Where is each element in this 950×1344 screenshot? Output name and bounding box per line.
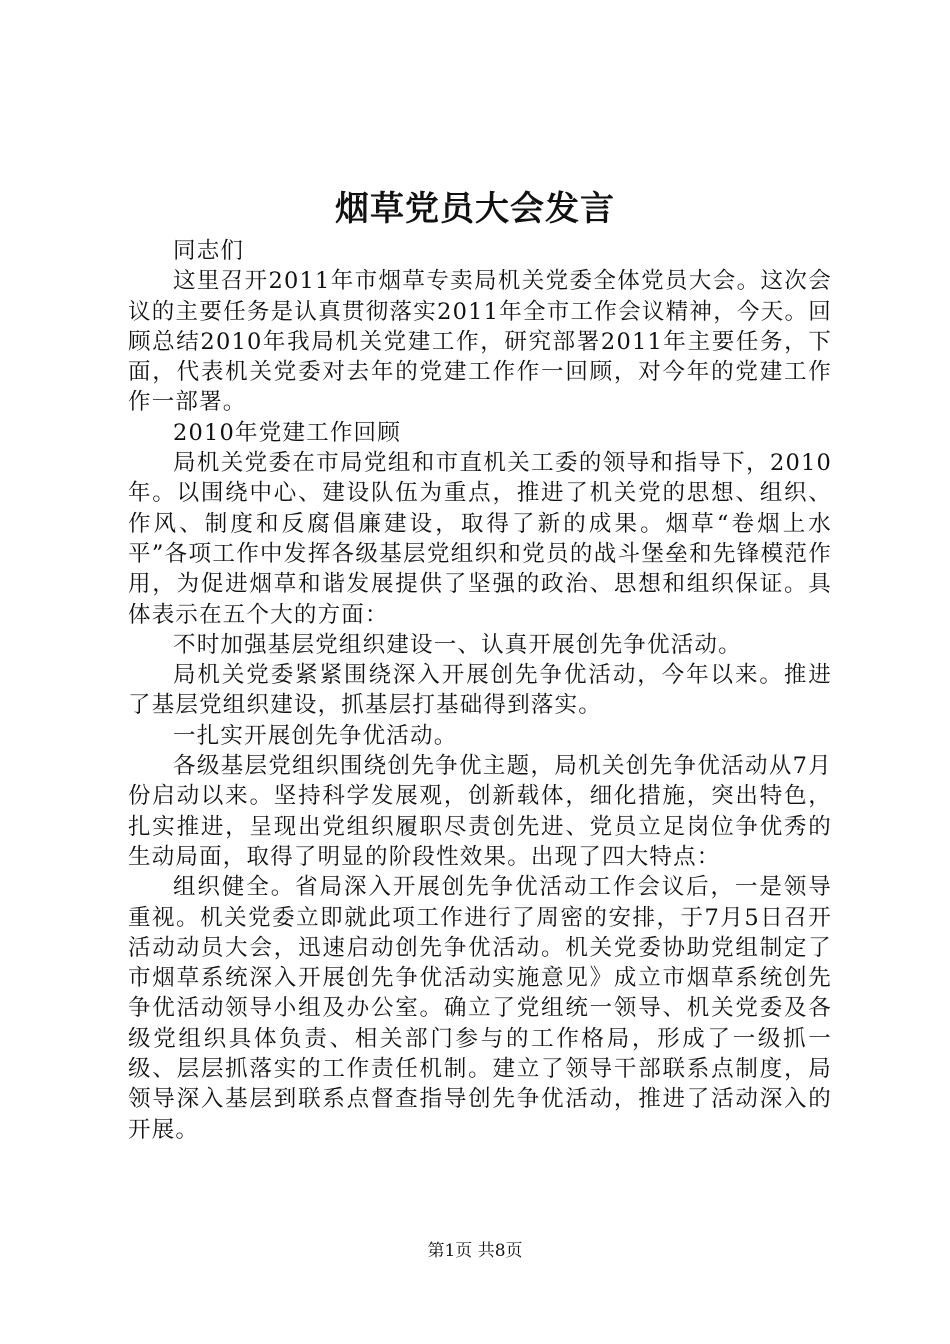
page-footer: 第1页 共8页 — [427, 1241, 523, 1261]
section-heading-review: 2010年党建工作回顾 — [173, 419, 401, 446]
section-heading-one: 不时加强基层党组织建设一、认真开展创先争优活动。 — [173, 631, 742, 658]
document-title: 烟草党员大会发言 — [335, 189, 615, 229]
paragraph-party-committee: 局机关党委紧紧围绕深入开展创先争优活动，今年以来。推进了基层党组织建设，抓基层打基础得到落实。 — [128, 662, 832, 719]
paragraph-greeting: 同志们 — [173, 238, 245, 264]
subsection-heading: 一扎实开展创先争优活动。 — [173, 722, 458, 749]
paragraph-activities: 各级基层党组织围绕创先争优主题，局机关创先争优活动从7月份启动以来。坚持科学发展观，创新载体，细化措施，突出特色，扎实推进，呈现出党组织履职尽责创先进、党员立足岗位争优秀的生动局面，取得了明显的阶段性效果。出现了四大特点： — [128, 753, 832, 870]
document-body — [128, 236, 832, 1145]
paragraph-intro: 这里召开2011年市烟草专卖局机关党委全体党员大会。这次会议的主要任务是认真贯彻落实2011年全市工作会议精神，今天。回顾总结2010年我局机关党建工作，研究部署2011年主要任务，下面，代表机关党委对去年的党建工作作一回顾，对今年的党建工作作一部署。 — [128, 268, 832, 416]
paragraph-organization: 组织健全。省局深入开展创先争优活动工作会议后，一是领导重视。机关党委立即就此项工作进行了周密的安排，于7月5日召开活动动员大会，迅速启动创先争优活动。机关党委协助党组制定了市烟草系统深入开展创先争优活动实施意见》成立市烟草系统创先争优活动领导小组及办公室。确立了党组统一领导、机关党委及各级党组织具体负责、相关部门参与的工作格局，形成了一级抓一级、层层抓落实的工作责任机制。建立了领导干部联系点制度，局领导深入基层到联系点督查指导创先争优活动，推进了活动深入的开展。 — [128, 874, 832, 1143]
paragraph-review: 局机关党委在市局党组和市直机关工委的领导和指导下，2010年。以围绕中心、建设队伍为重点，推进了机关党的思想、组织、作风、制度和反腐倡廉建设，取得了新的成果。烟草“卷烟上水平”各项工作中发挥各级基层党组织和党员的战斗堡垒和先锋模范作用，为促进烟草和谐发展提供了坚强的政治、思想和组织保证。具体表示在五个大的方面： — [128, 450, 832, 628]
